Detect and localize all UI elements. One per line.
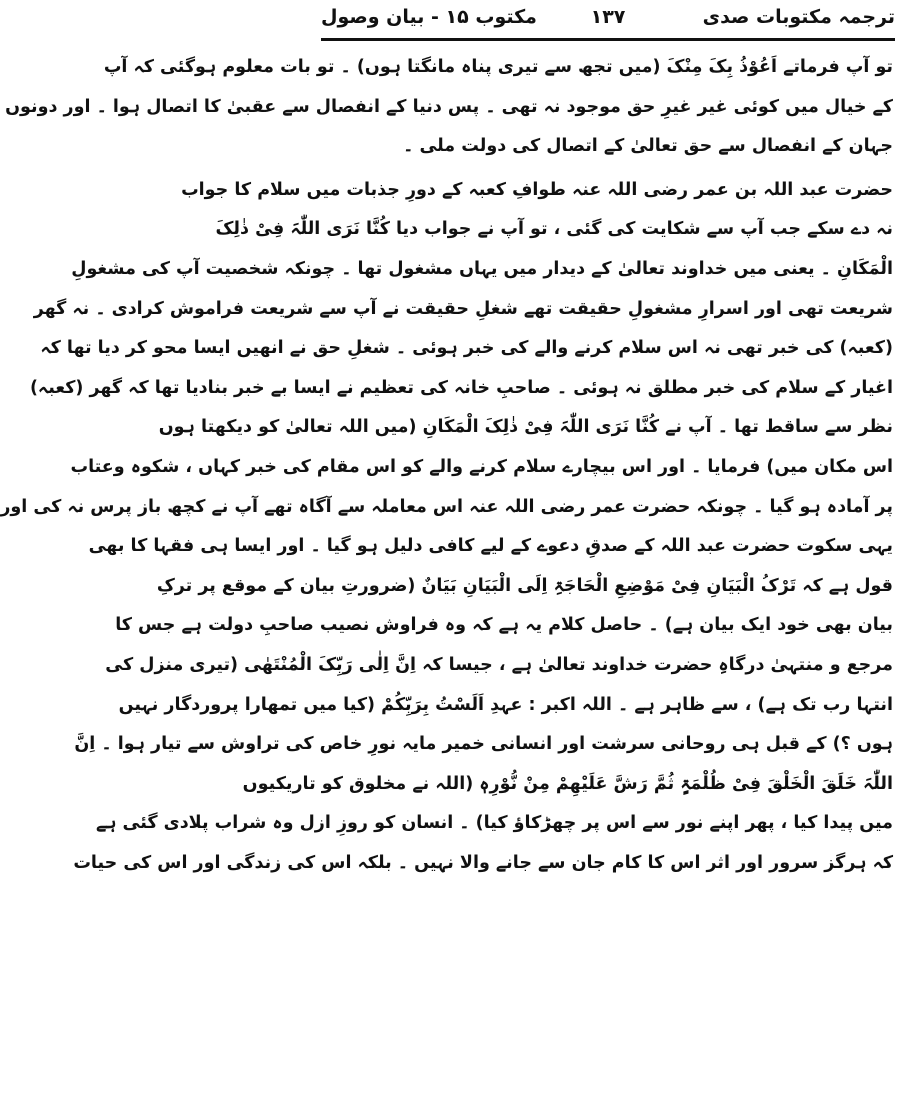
text-line: جہان کے انفصال سے حق تعالیٰ کے اتصال کی دولت ملی ۔ — [403, 136, 893, 157]
text-line: یہی سکوت حضرت عبد اللہ کے صدقِ دعوے کے لیے کافی دلیل ہو گیا ۔ اور ایسا ہی فقہا کا بھی — [88, 536, 893, 557]
text-line: میں پیدا کیا ، پھر اپنے نور سے اس پر چھڑکاؤ کیا) ۔ انسان کو روزِ ازل وہ شراب پلادی گئی ہے — [95, 813, 893, 834]
text-line: ہوں ؟) کے قبل ہی روحانی سرشت اور انسانی خمیر مایہ نورِ خاص کی تراوش سے تیار ہوا ۔ اِنَّ — [74, 734, 893, 755]
chapter-heading: مکتوب ۱۵ - بیان وصول — [321, 6, 537, 28]
text-line: اس مکان میں) فرمایا ۔ اور اس بیچارے سلام کرنے والے کو اس مقام کی خبر کہاں ، شکوہ وعتاب — [70, 456, 893, 477]
text-line: انتہا رب تک ہے) ، سے ظاہر ہے ۔ اللہ اکبر : عہدِ اَلَسْتُ بِرَبِّکُمْ (کیا میں تمھارا پروردگار نہیں — [118, 694, 893, 715]
text-line: اللّٰہَ خَلَقَ الْخَلْقَ فِیْ ظُلْمَۃٍ ثُمَّ رَشَّ عَلَیْھِمْ مِنْ نُّوْرِہٖ (اللہ نے مخلوق کو تاریکیوں — [242, 773, 893, 794]
text-line: اغیار کے سلام کی خبر مطلق نہ ہوئی ۔ صاحبِ خانہ کی تعظیم نے ایسا بے خبر بنادیا تھا کہ گھر (کعبہ) — [29, 377, 893, 398]
paragraph — [0, 171, 893, 884]
body-text — [0, 48, 893, 883]
text-line: (کعبہ) کی خبر تھی نہ اس سلام کرنے والے کی خبر ہوئی ۔ شغلِ حق نے انھیں ایسا محو کر دیا تھا کہ — [40, 338, 893, 359]
text-line: نہ دے سکے جب آپ سے شکایت کی گئی ، تو آپ نے جواب دیا کُنَّا نَرَی اللّٰہَ فِیْ ذٰلِکَ — [215, 219, 893, 240]
text-line: کے خیال میں کوئی غیر غیرِ حق موجود نہ تھی ۔ پس دنیا کے انفصال سے عقبیٰ کا اتصال ہوا ۔ اور دونوں — [5, 96, 893, 117]
text-line: الْمَکَانِ ۔ یعنی میں خداوند تعالیٰ کے دیدار میں یہاں مشغول تھا ۔ چونکہ شخصیت آپ کی مشغولِ — [71, 258, 893, 279]
text-line: مرجع و منتہیٰ درگاہِ حضرت خداوند تعالیٰ ہے ، جیسا کہ اِنَّ اِلٰی رَبِّکَ الْمُنْتَھٰی (تیری منزل کی — [105, 654, 893, 675]
text-line: نظر سے ساقط تھا ۔ آپ نے کُنَّا نَرَی اللّٰہَ فِیْ ذٰلِکَ الْمَکَانِ (میں اللہ تعالیٰ کو دیکھتا ہوں — [158, 417, 893, 438]
text-line: پر آمادہ ہو گیا ۔ چونکہ حضرت عمر رضی اللہ عنہ اس معاملہ سے آگاہ تھے آپ نے کچھ باز پرس نہ کی اور — [0, 496, 893, 517]
running-title: ترجمہ مکتوبات صدی — [702, 6, 895, 28]
header-rule — [321, 38, 895, 41]
paragraph — [5, 48, 893, 167]
text-line: حضرت عبد اللہ بن عمر رضی اللہ عنہ طوافِ کعبہ کے دورِ جذبات میں سلام کا جواب — [181, 179, 893, 200]
text-line: بیان بھی خود ایک بیان ہے) ۔ حاصل کلام یہ ہے کہ وہ فراوش نصیب صاحبِ دولت ہے جس کا — [115, 615, 893, 636]
text-line: شریعت تھی اور اسرارِ مشغولِ حقیقت تھے شغلِ حقیقت نے آپ سے شریعت فراموش کرادی ۔ نہ گھر — [33, 298, 893, 319]
text-line: کہ ہرگز سرور اور اثر اس کا کام جان سے جانے والا نہیں ۔ بلکہ اس کی زندگی اور اس کی حیات — [73, 852, 893, 873]
text-line: قول ہے کہ تَرْکُ الْبَیَانِ فِیْ مَوْضِعِ الْحَاجَۃِ اِلَی الْبَیَانِ بَیَانٌ (ضرورتِ بیان کے موقع پر ترکِ — [156, 575, 893, 596]
text-line: تو آپ فرماتے اَعُوْذُ بِکَ مِنْکَ (میں تجھ سے تیری پناہ مانگتا ہوں) ۔ تو بات معلوم ہوگئی کہ آپ — [103, 57, 893, 77]
page-number: ۱۳۷ — [590, 6, 626, 28]
page-header — [321, 4, 895, 34]
